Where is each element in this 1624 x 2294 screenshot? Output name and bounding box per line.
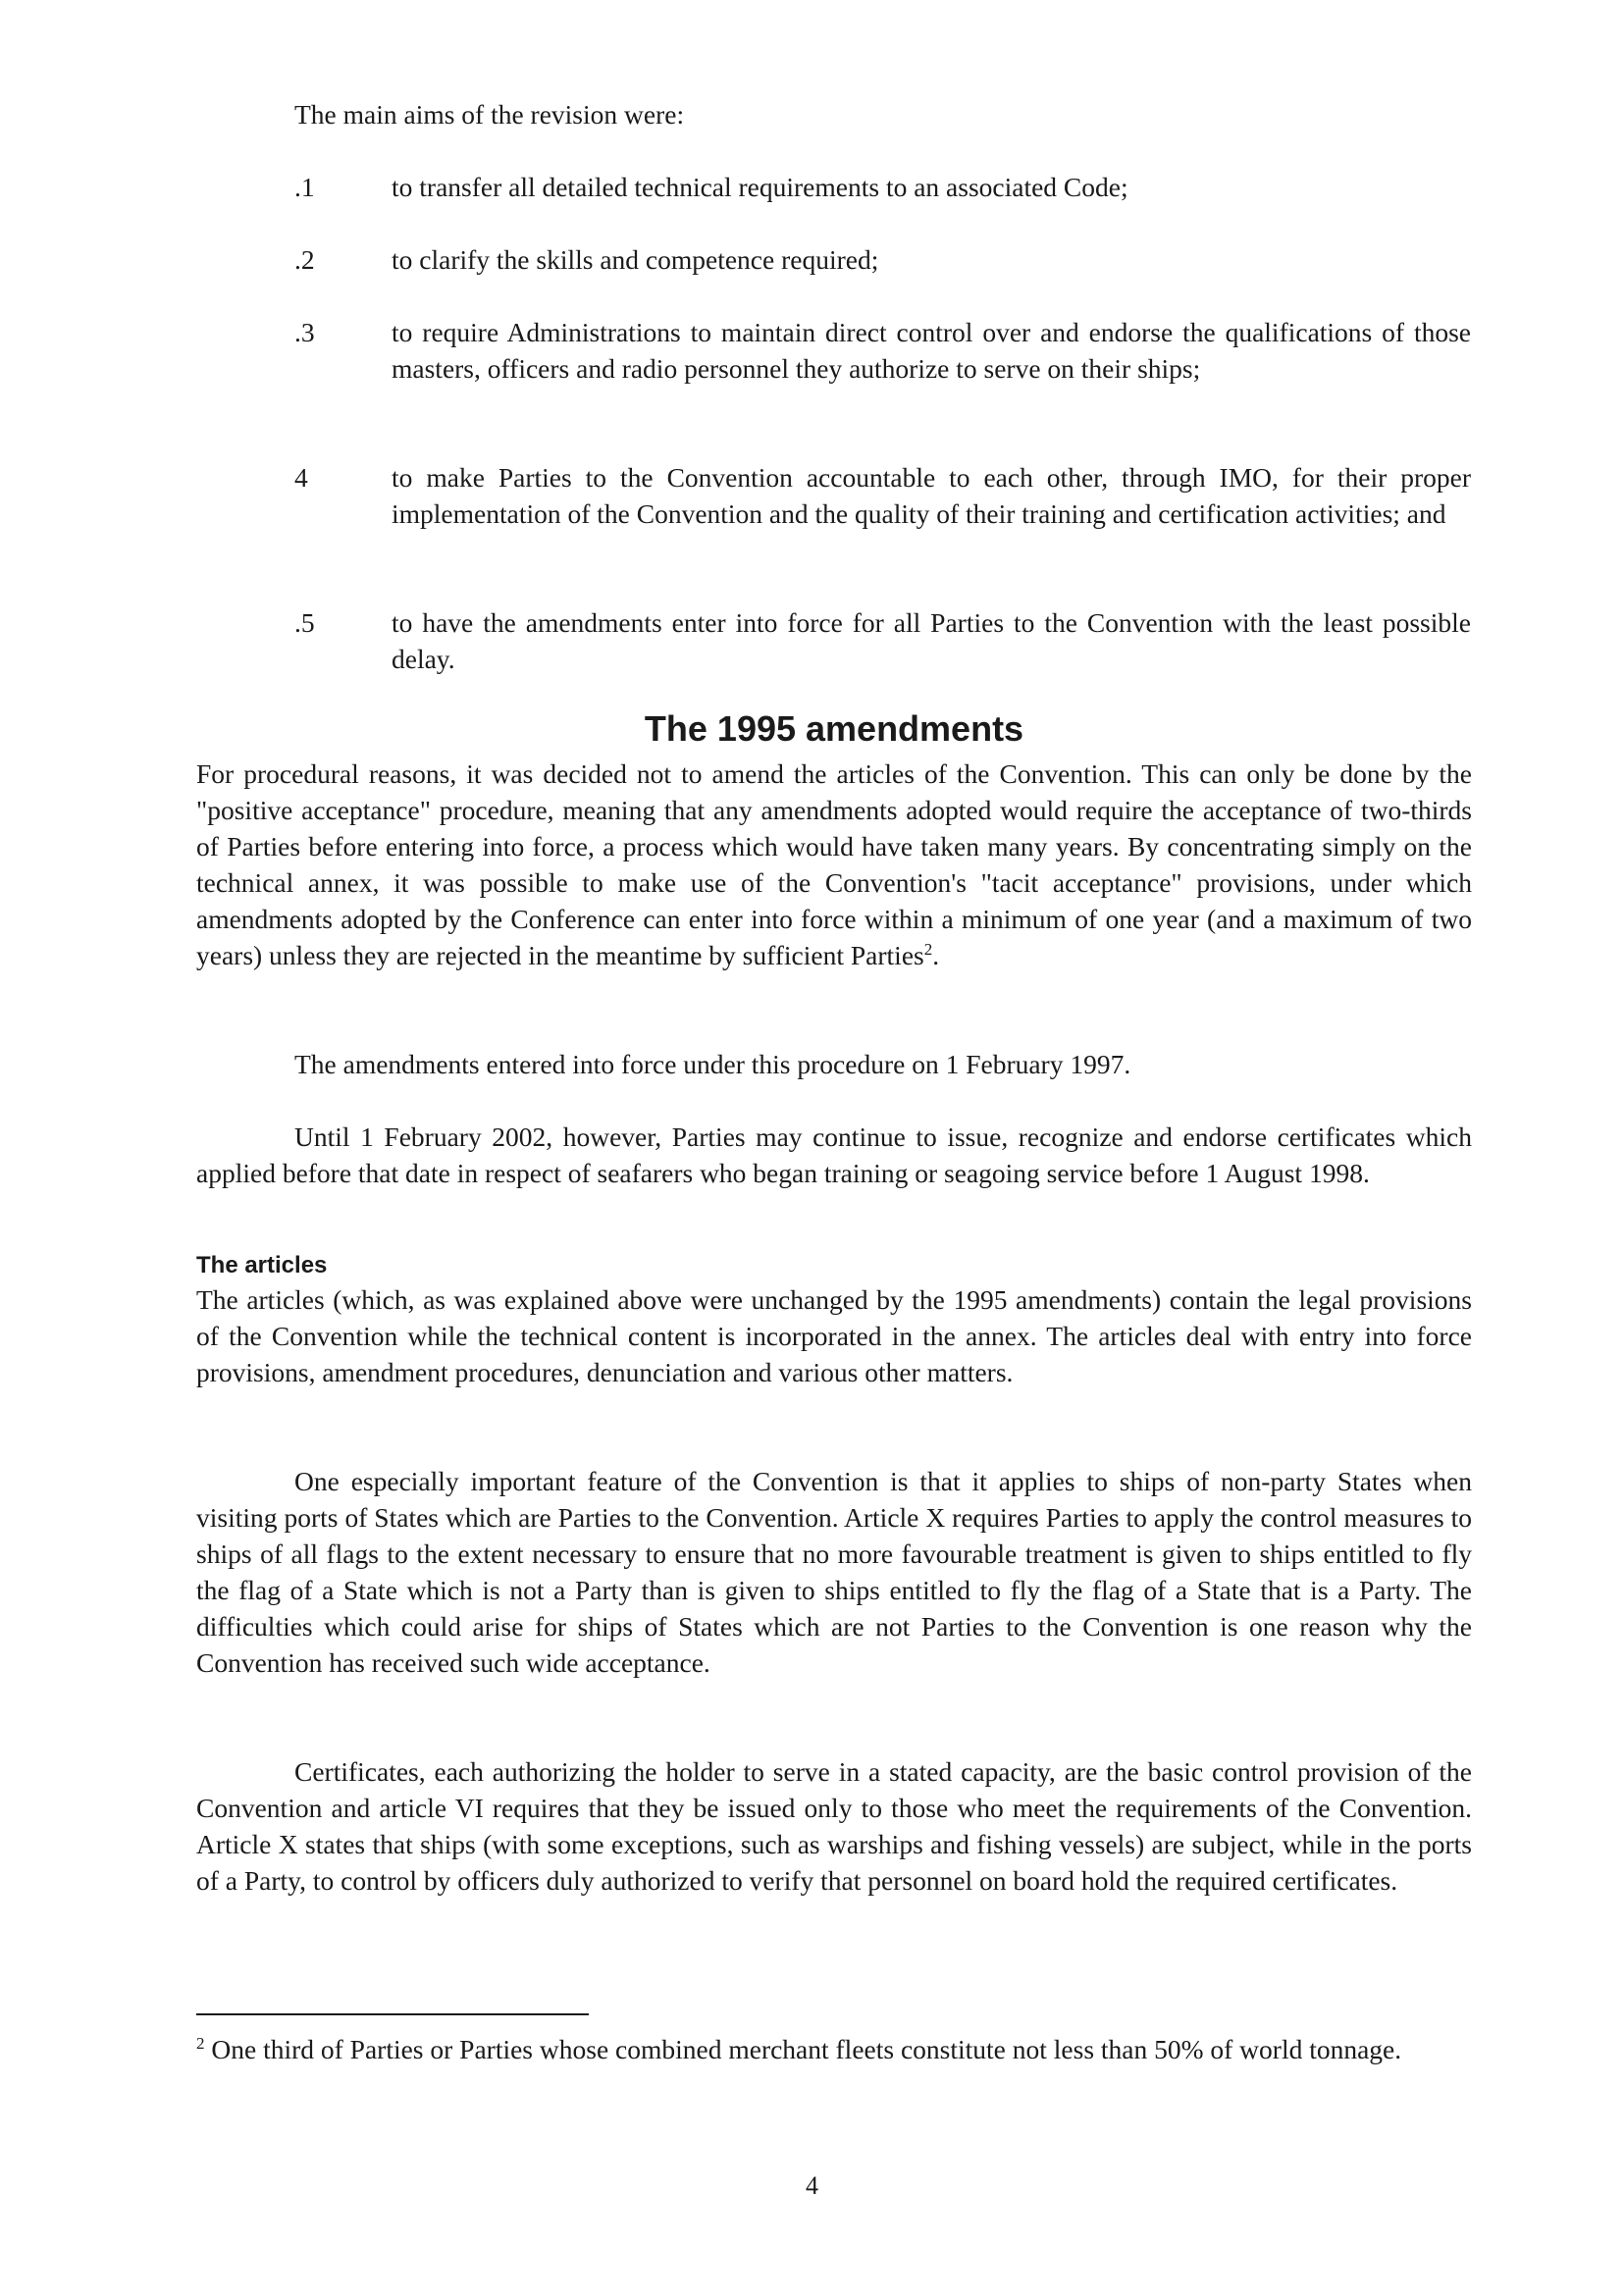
list-item-number: .2: [294, 244, 315, 275]
footnote-divider: [196, 2013, 589, 2015]
articles-heading: The articles: [196, 1252, 328, 1278]
articles-paragraph-1: The articles (which, as was explained above were unchanged by the 1995 amendments) contain the legal provisions of the Convention while the technical content is incorporated in the annex. The articles deal with entry into force provisions, amendment procedures, denunciation and various other matters.: [196, 1284, 1472, 1387]
footnote-marker: 2: [196, 2033, 205, 2053]
list-item: [294, 241, 1472, 278]
list-item: [294, 314, 1472, 387]
articles-paragraph-3: Certificates, each authorizing the holder to serve in a stated capacity, are the basic control provision of the Convention and article VI requires that they be issued only to those who meet the requirements of the Convention. Article X states that ships (with some exceptions, such as warships and fishing vessels) are subject, while in the ports of a Party, to control by officers duly authorized to verify that personnel on board hold the required certificates.: [196, 1756, 1472, 1896]
list-item-text: to transfer all detailed technical requirements to an associated Code;: [392, 172, 1128, 202]
amendments-paragraph-2: The amendments entered into force under this procedure on 1 February 1997.: [294, 1049, 1131, 1079]
section-heading: The 1995 amendments: [644, 708, 1024, 749]
footnote-text: One third of Parties or Parties whose combined merchant fleets constitute not less than 50% of world tonnage.: [211, 2034, 1402, 2064]
list-item-number: .1: [294, 172, 315, 202]
amendments-paragraph-1-end: .: [932, 940, 940, 970]
amendments-paragraph-1: [196, 756, 1472, 973]
list-item-number: .5: [294, 607, 315, 638]
list-item: [294, 459, 1472, 532]
intro-text: The main aims of the revision were:: [294, 99, 685, 130]
list-item: [294, 604, 1472, 677]
list-item-number: 4: [294, 462, 308, 493]
list-item-text: to clarify the skills and competence required;: [392, 244, 879, 275]
list-item-number: .3: [294, 317, 315, 347]
list-item-text: to have the amendments enter into force for all Parties to the Convention with the least possible delay.: [392, 607, 1471, 674]
list-item: [294, 169, 1472, 205]
footnote-reference: 2: [923, 939, 933, 959]
amendments-paragraph-1-text: For procedural reasons, it was decided not to amend the articles of the Convention. This can only be done by the "positive acceptance" procedure, meaning that any amendments adopted would require the acceptance of two-thirds of Parties before entering into force, a process which would have taken many years. By concentrating simply on the technical annex, it was possible to make use of the Convention's "tacit acceptance" provisions, under which amendments adopted by the Conference can enter into force within a minimum of one year (and a maximum of two years) unless they are rejected in the meantime by sufficient Parties: [196, 758, 1472, 970]
amendments-paragraph-3: Until 1 February 2002, however, Parties may continue to issue, recognize and endorse certificates which applied before that date in respect of seafarers who began training or seagoing service before 1 August 1998.: [196, 1121, 1472, 1188]
footnote: [196, 2031, 1499, 2067]
list-item-text: to make Parties to the Convention accountable to each other, through IMO, for their proper implementation of the Convention and the quality of their training and certification activities; and: [392, 462, 1471, 529]
articles-paragraph-2: One especially important feature of the Convention is that it applies to ships of non-party States when visiting ports of States which are Parties to the Convention. Article X requires Parties to apply the control measures to ships of all flags to the extent necessary to ensure that no more favourable treatment is given to ships entitled to fly the flag of a State which is not a Party than is given to ships entitled to fly the flag of a State that is a Party. The difficulties which could arise for ships of States which are not Parties to the Convention is one reason why the Convention has received such wide acceptance.: [196, 1466, 1472, 1678]
list-item-text: to require Administrations to maintain direct control over and endorse the qualifications of those masters, officers and radio personnel they authorize to serve on their ships;: [392, 317, 1471, 384]
page-number: 4: [806, 2171, 818, 2200]
